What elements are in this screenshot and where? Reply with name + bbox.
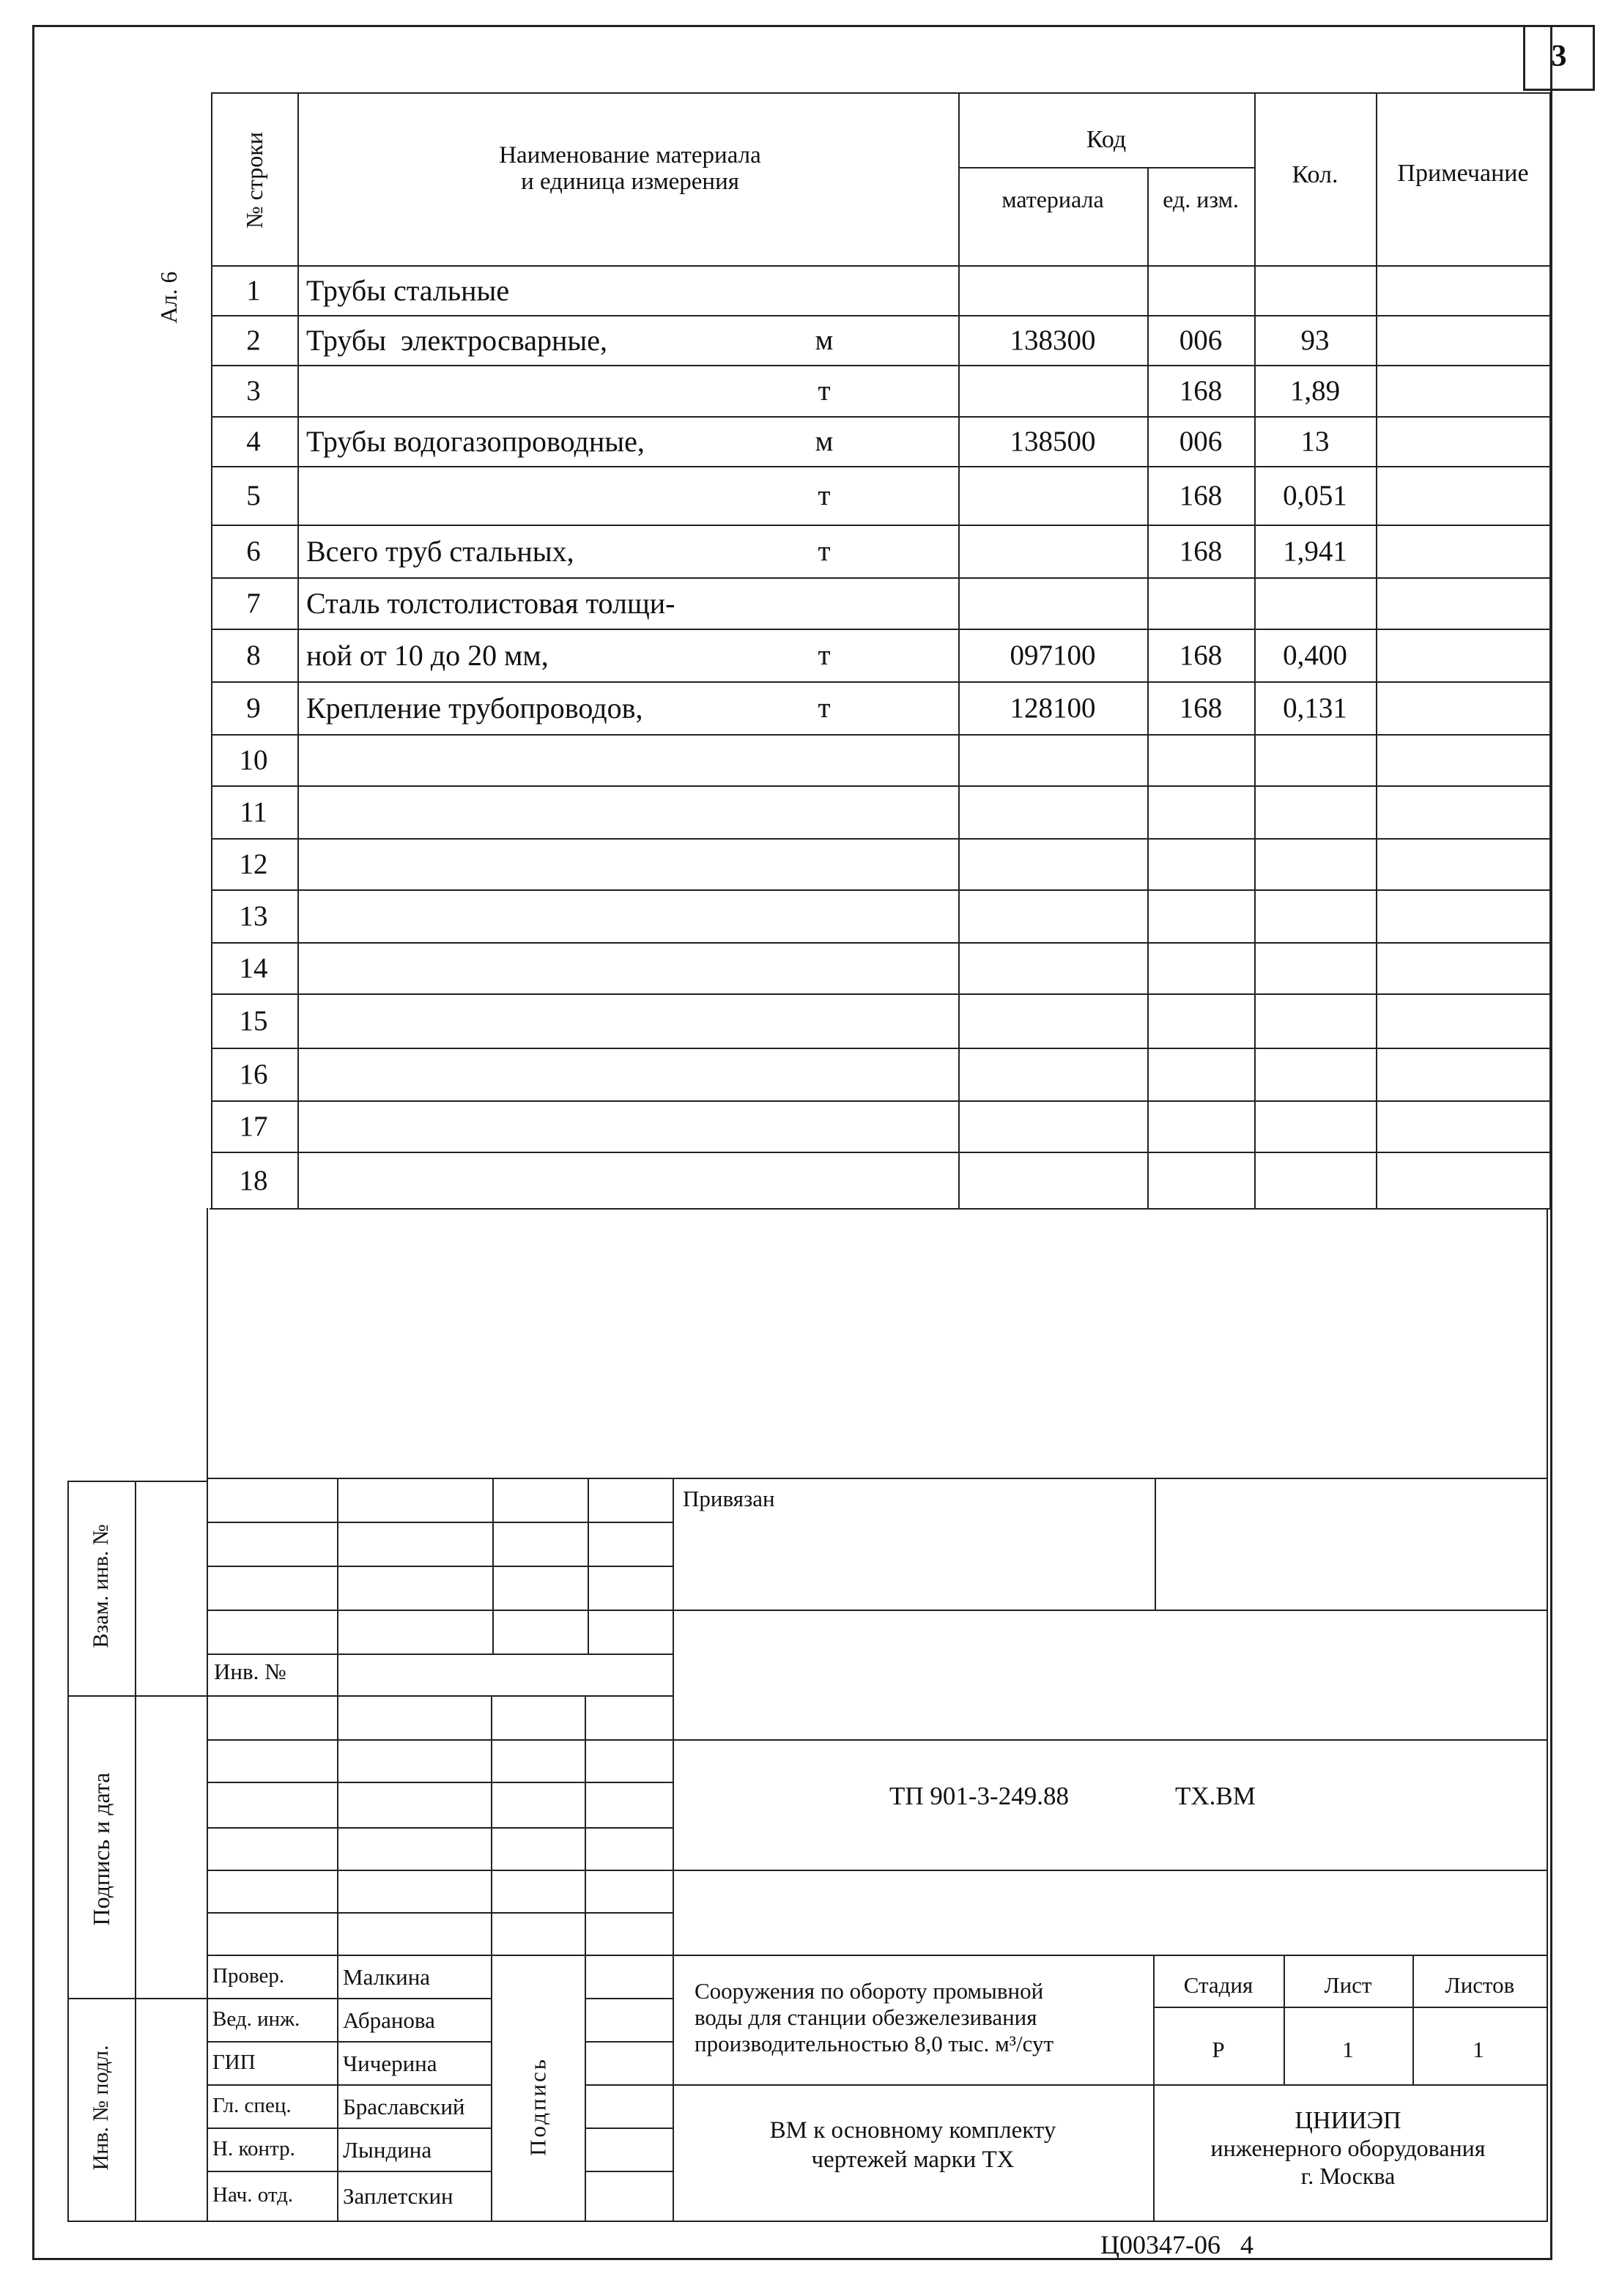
- grid-h12b: [585, 1998, 673, 1999]
- project-title-line-2: воды для станции обезжелезивания: [695, 2004, 1037, 2030]
- cell-n: 18: [239, 1164, 268, 1196]
- cell-mat: 097100: [1010, 640, 1096, 671]
- right-v-stage: [1284, 1955, 1285, 2084]
- row-line: [211, 1100, 1551, 1102]
- right-v-main: [1153, 1955, 1155, 2221]
- cell-n: 14: [239, 952, 268, 984]
- grid-h14b: [585, 2084, 673, 2086]
- side-label-podpis-data: Подпись и дата: [88, 1772, 114, 1926]
- role-label: Нач. отд.: [212, 2183, 294, 2207]
- role-name: Браславский: [343, 2093, 465, 2119]
- sheet-value: 1: [1342, 2037, 1354, 2062]
- cell-qty: 0,131: [1283, 692, 1347, 724]
- cell-mat: 128100: [1010, 692, 1096, 724]
- cell-n: 11: [240, 796, 267, 828]
- cell-unit: т: [818, 640, 831, 671]
- table-bottom-line: [210, 1208, 1551, 1210]
- privyazan-label: Привязан: [683, 1486, 775, 1511]
- cell-mat: 138300: [1010, 325, 1096, 356]
- grid-h11: [207, 1955, 673, 1956]
- row-line: [211, 785, 1551, 787]
- role-label: Н. контр.: [212, 2136, 295, 2160]
- row-line: [211, 416, 1551, 418]
- header-note: Примечание: [1397, 160, 1529, 187]
- cell-n: 1: [246, 275, 261, 306]
- header-code-unit: ед. изм.: [1163, 186, 1239, 212]
- stamp-top-line: [207, 1478, 1548, 1479]
- sheets-label: Листов: [1445, 1972, 1515, 1998]
- cell-qty: 1,89: [1289, 375, 1341, 407]
- header-qty: Кол.: [1292, 161, 1338, 188]
- cell-n: 8: [246, 640, 261, 671]
- cell-n: 17: [239, 1111, 268, 1142]
- stage-value: Р: [1212, 2037, 1225, 2062]
- cell-n: 10: [239, 744, 268, 776]
- sheet-label: Лист: [1324, 1972, 1372, 1998]
- grid-h7: [207, 1782, 673, 1783]
- table-top-line: [211, 92, 1551, 94]
- side-top-line: [67, 1481, 207, 1482]
- stage-split: [1153, 2007, 1547, 2008]
- role-label: Гл. спец.: [212, 2093, 292, 2117]
- side-bottom-line: [67, 2221, 208, 2222]
- row-line: [211, 681, 1551, 683]
- grid-v1: [337, 1478, 338, 2221]
- row-line: [211, 889, 1551, 891]
- sheet-corner-number: 3: [1551, 40, 1567, 73]
- cell-name: ной от 10 до 20 мм,: [306, 639, 549, 672]
- doc-title-line-2: чертежей марки ТХ: [811, 2147, 1015, 2173]
- cell-ucode: 006: [1179, 325, 1223, 356]
- cell-name: Всего труб стальных,: [306, 535, 574, 568]
- cell-name: Трубы водогазопроводные,: [306, 425, 645, 458]
- side-label-vzam: Взам. инв. №: [89, 1524, 113, 1648]
- grid-h4: [207, 1654, 673, 1655]
- cell-unit: м: [815, 325, 834, 356]
- role-name: Чичерина: [343, 2050, 437, 2076]
- row-line: [211, 1152, 1551, 1153]
- grid-v2b: [491, 1695, 492, 2221]
- cell-n: 4: [246, 426, 261, 457]
- side-split-2: [67, 1998, 207, 1999]
- header-code-material: материала: [1001, 186, 1104, 212]
- col-line-4: [1254, 92, 1256, 1208]
- grid-h5: [207, 1695, 673, 1697]
- col-line-6: [1549, 92, 1551, 1208]
- cell-n: 2: [246, 325, 261, 356]
- grid-h15: [207, 2127, 491, 2129]
- row-line: [211, 1048, 1551, 1049]
- grid-h16b: [585, 2171, 673, 2172]
- right-h4: [673, 1955, 1547, 1956]
- cell-n: 6: [246, 536, 261, 567]
- inv-no-label: Инв. №: [214, 1659, 286, 1684]
- project-title-line-1: Сооружения по обороту промывной: [695, 1978, 1044, 2004]
- grid-h1: [207, 1522, 673, 1523]
- mark: ТХ.ВМ: [1175, 1782, 1256, 1810]
- role-name: Лындина: [343, 2136, 432, 2163]
- cell-n: 9: [246, 692, 261, 724]
- role-label: ГИП: [212, 2050, 256, 2074]
- grid-h14: [207, 2084, 491, 2086]
- side-mid-line: [135, 1481, 136, 2221]
- designation: ТП 901-3-249.88: [889, 1782, 1069, 1810]
- grid-h10: [207, 1912, 673, 1914]
- cell-n: 15: [239, 1005, 268, 1037]
- cell-unit: т: [818, 536, 831, 567]
- grid-h13: [207, 2041, 491, 2043]
- code-split-line: [958, 167, 1254, 169]
- header-code: Код: [1086, 126, 1127, 153]
- cell-unit: м: [815, 426, 834, 457]
- role-label: Провер.: [212, 1963, 285, 1988]
- header-name: Наименование материала и единица измерения: [499, 142, 761, 196]
- cell-mat: 138500: [1010, 426, 1096, 457]
- cell-n: 3: [246, 375, 261, 407]
- role-label: Вед. инж.: [212, 2007, 300, 2031]
- cell-ucode: 168: [1179, 536, 1223, 567]
- row-line: [211, 629, 1551, 630]
- grid-h6: [207, 1739, 673, 1741]
- right-h1: [673, 1610, 1547, 1611]
- grid-h13b: [585, 2041, 673, 2043]
- row-line: [211, 525, 1551, 526]
- cell-n: 16: [239, 1059, 268, 1090]
- stage-label: Стадия: [1183, 1972, 1253, 1998]
- row-line: [211, 734, 1551, 736]
- role-name: Заплетскин: [343, 2183, 453, 2209]
- cell-qty: 0,400: [1283, 640, 1347, 671]
- row-line: [211, 993, 1551, 995]
- org-line-2: инженерного оборудования: [1210, 2135, 1486, 2161]
- cell-unit: т: [818, 375, 831, 407]
- right-v-sheet: [1412, 1955, 1414, 2084]
- org-line-3: г. Москва: [1300, 2163, 1396, 2189]
- cell-unit: т: [818, 480, 831, 511]
- stamp-left-line: [207, 1208, 208, 2221]
- cell-ucode: 006: [1179, 426, 1223, 457]
- row-line: [211, 577, 1551, 579]
- rotated-left-label: Ал. 6: [155, 271, 182, 324]
- cell-n: 5: [246, 480, 261, 511]
- cell-qty: 93: [1300, 325, 1330, 356]
- cell-name: Трубы стальные: [306, 274, 510, 307]
- grid-h12: [207, 1998, 491, 1999]
- cell-ucode: 168: [1179, 640, 1223, 671]
- signature-label: Подпись: [525, 2057, 551, 2156]
- grid-h16: [207, 2171, 491, 2172]
- doc-title-line-1: ВМ к основному комплекту: [769, 2117, 1056, 2144]
- cell-qty: 13: [1300, 426, 1330, 457]
- grid-h15b: [585, 2127, 673, 2129]
- org-line-1: ЦНИИЭП: [1295, 2107, 1401, 2134]
- col-line-2: [958, 92, 960, 1208]
- cell-qty: 0,051: [1283, 480, 1347, 511]
- role-name: Малкина: [343, 1963, 431, 1990]
- cell-ucode: 168: [1179, 375, 1223, 407]
- right-h2: [673, 1739, 1547, 1741]
- right-h5: [673, 2084, 1547, 2086]
- row-line: [211, 315, 1551, 316]
- cell-unit: т: [818, 692, 831, 724]
- stamp-right-line: [1547, 1208, 1548, 2221]
- side-split-1: [67, 1695, 207, 1697]
- col-line-3: [1147, 167, 1149, 1208]
- grid-h3: [207, 1610, 673, 1611]
- row-line: [211, 466, 1551, 467]
- footer-code: Ц00347-06 4: [1100, 2230, 1253, 2259]
- privyazan-split: [1155, 1478, 1156, 1610]
- col-line-1: [297, 92, 299, 1208]
- grid-v3b: [585, 1695, 586, 2221]
- grid-v4: [673, 1478, 674, 2221]
- sheets-value: 1: [1473, 2037, 1484, 2062]
- cell-ucode: 168: [1179, 480, 1223, 511]
- cell-qty: 1,941: [1283, 536, 1347, 567]
- right-h3: [673, 1870, 1547, 1871]
- grid-h9: [207, 1870, 673, 1871]
- cell-n: 12: [239, 848, 268, 880]
- cell-name: Крепление трубопроводов,: [306, 692, 643, 725]
- grid-h8: [207, 1827, 673, 1829]
- stamp-bottom-line: [207, 2221, 1548, 2222]
- header-row-number: № строки: [241, 132, 267, 229]
- col-line-0: [211, 92, 212, 1208]
- cell-n: 7: [246, 588, 261, 619]
- grid-h2: [207, 1566, 673, 1567]
- side-label-inv-podl: Инв. № подл.: [89, 2045, 113, 2171]
- row-line: [211, 838, 1551, 840]
- cell-name: Сталь толстолистовая толщи-: [306, 587, 675, 620]
- row-line: [211, 365, 1551, 366]
- header-bottom-line: [211, 265, 1551, 267]
- role-name: Абранова: [343, 2007, 435, 2033]
- col-line-5: [1376, 92, 1377, 1208]
- project-title-line-3: производительностью 8,0 тыс. м³/сут: [695, 2031, 1054, 2056]
- cell-n: 13: [239, 900, 268, 932]
- side-left-line: [67, 1481, 69, 2221]
- cell-ucode: 168: [1179, 692, 1223, 724]
- row-line: [211, 942, 1551, 944]
- sheet-frame: [32, 25, 1552, 2260]
- cell-name: Трубы электросварные,: [306, 324, 608, 357]
